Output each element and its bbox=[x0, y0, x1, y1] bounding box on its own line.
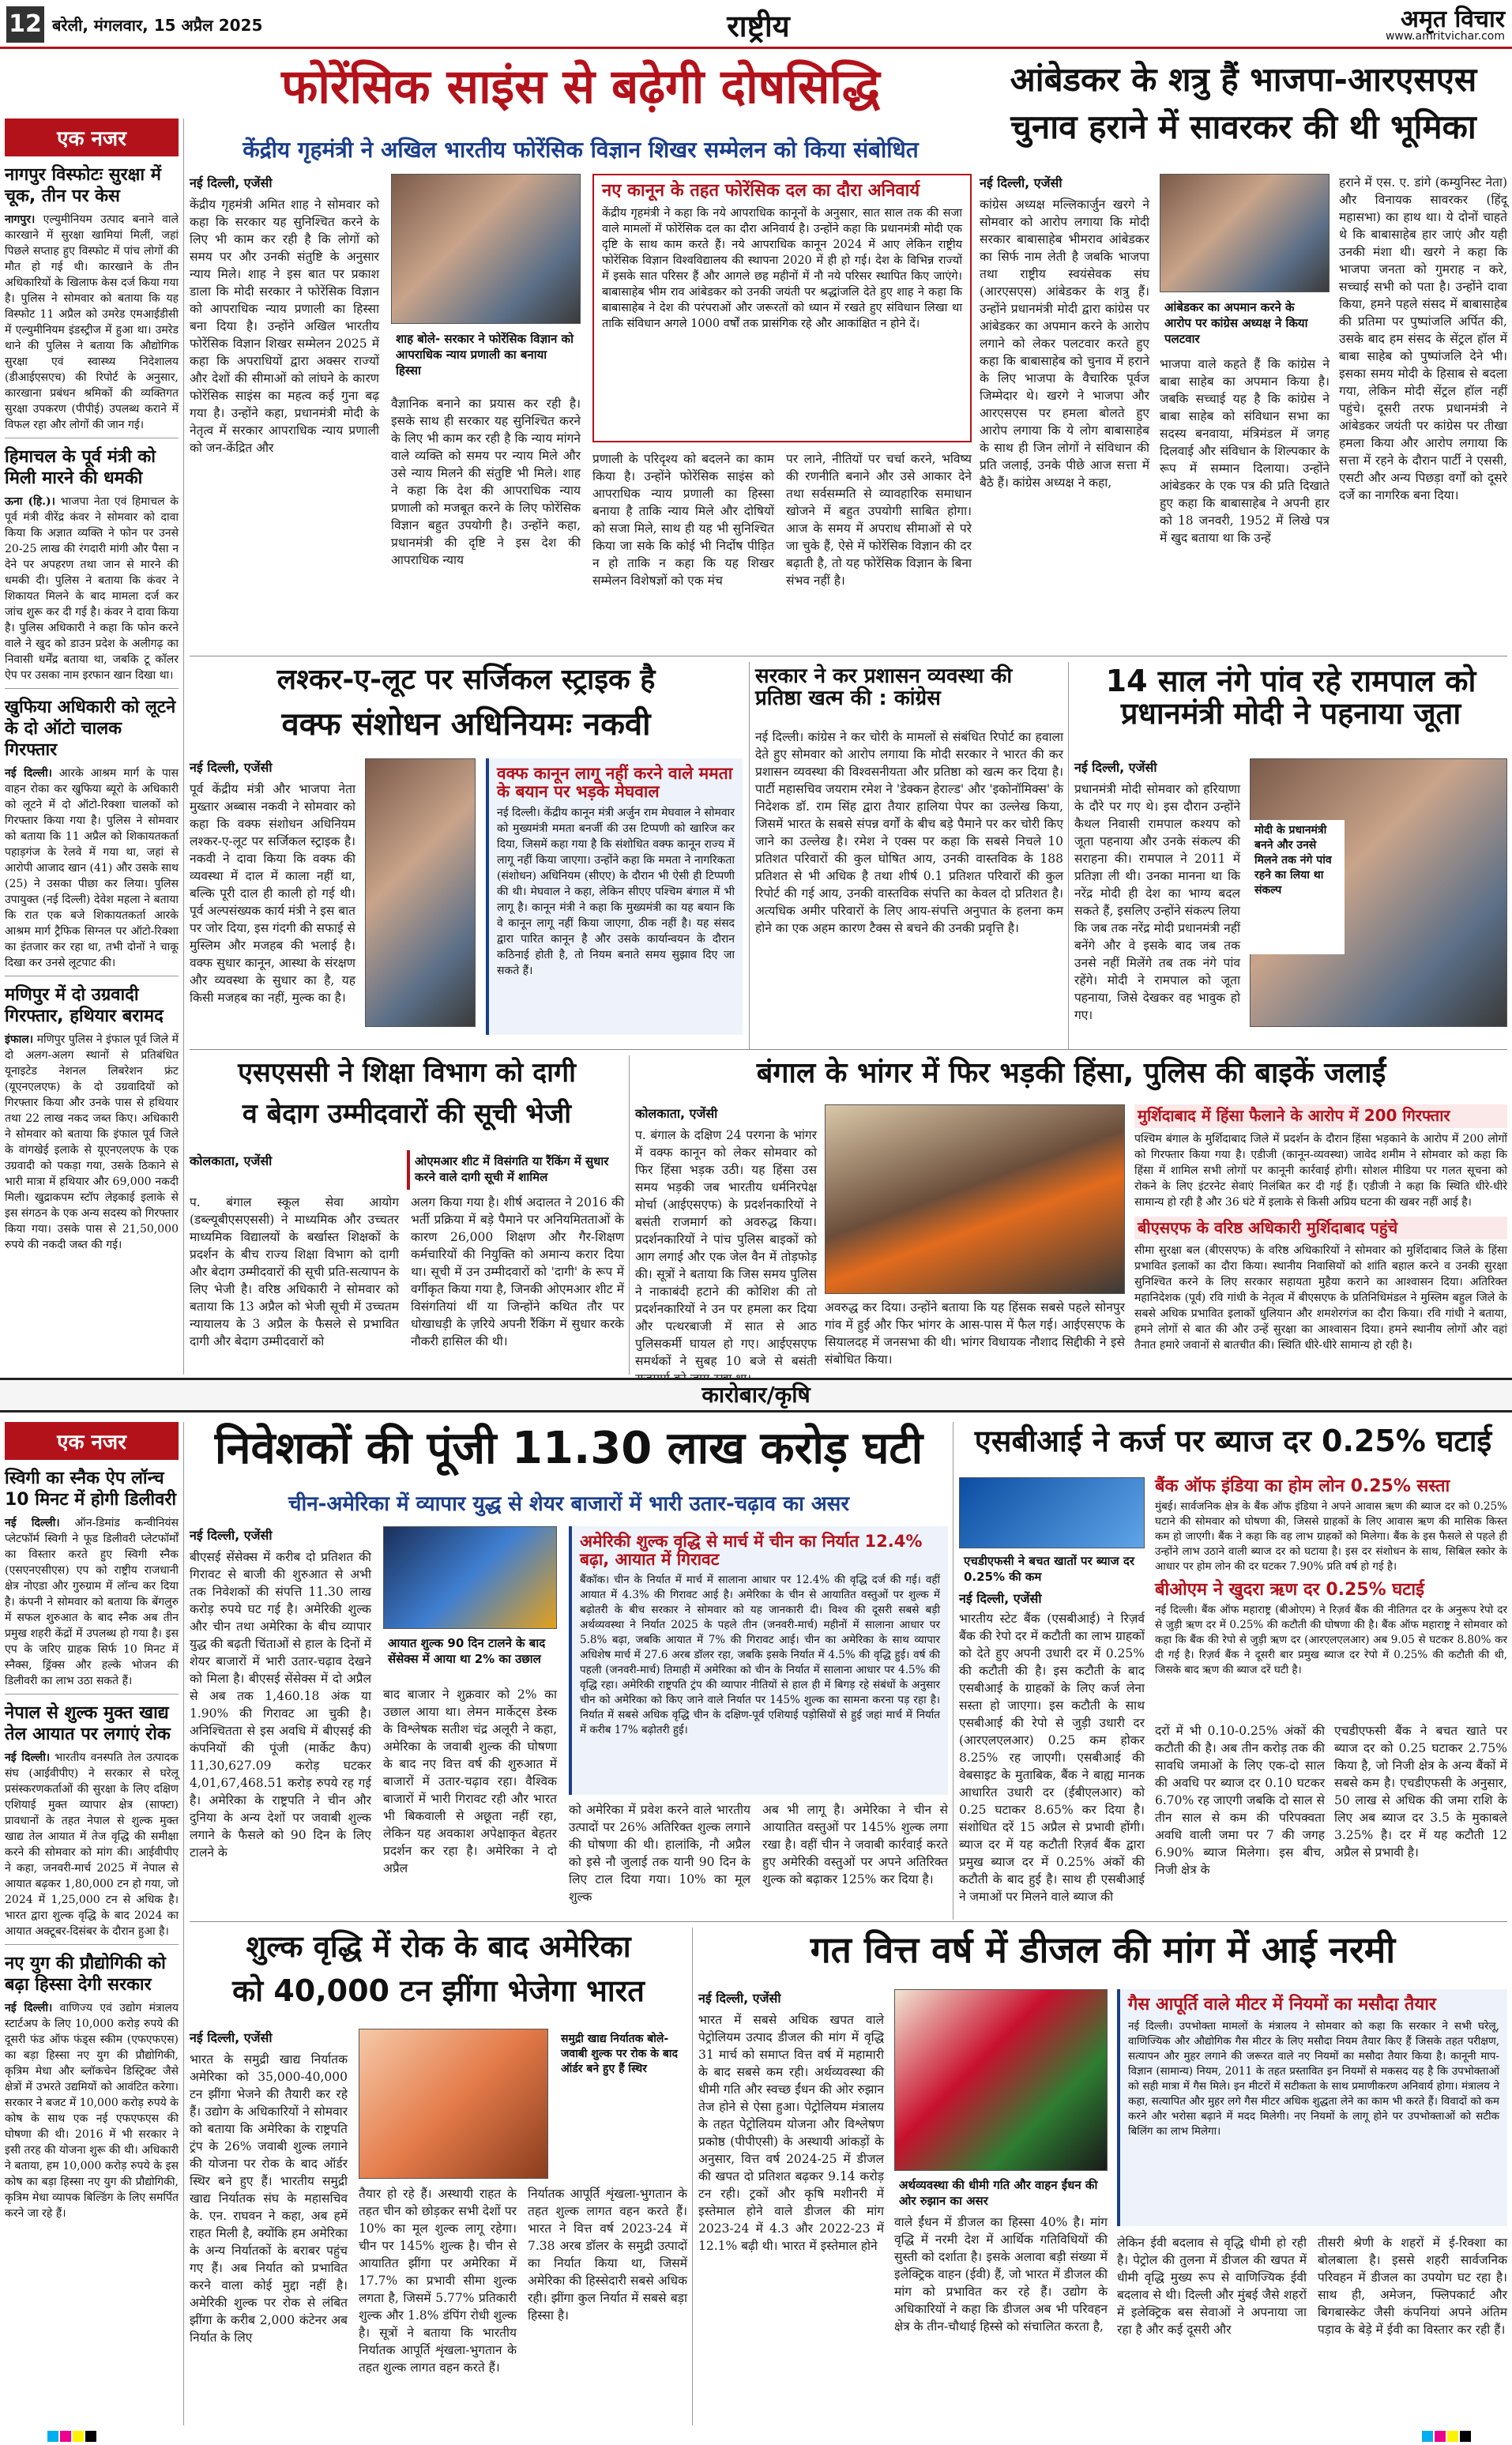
story-text-col: लेकिन ईवी बदलाव से वृद्धि धीमी हो रही है। पेट्रोल की तुलना में डीजल की खपत में धीमी वृद्धि मुख्य रूप से वाणिज्यिक ईवी बदलाव से थी। दिल्ली और मुंबई जैसे शहरों में इलेक्ट्रिक बस सेवाओं ने अपनाया जा रहा है और कई दूसरी और bbox=[1117, 2236, 1307, 2337]
brief-text: नई दिल्ली। भारतीय वनस्पति तेल उत्पादक संघ (आईवीपीए) ने सरकार से घरेलू प्रसंस्करणकर्ताओं की सुरक्षा के लिए दक्षिण एशियाई मुक्त व्यापार क्षेत्र (साफ्टा) प्रावधानों के तहत नेपाल से शुल्क मुक्त खाद्य तेल आयात में तेज वृद्धि की समीक्षा करने की सोमवार को मांग की। आईवीपीए ने कहा, जनवरी-मार्च 2025 में नेपाल से आयात बढ़कर 1,80,000 टन हो गया, जो 2024 में 1,25,000 टन से अधिक है। भारत द्वारा शुल्क वृद्धि के बाद 2024 का आयात अक्टूबर-दिसंबर के दौरान हुआ है। bbox=[5, 1751, 179, 1938]
brief-headline: नए युग की प्रौद्योगिकी को बढ़ा हिस्सा देगी सरकार bbox=[5, 1954, 166, 1995]
fuel-pump-photo bbox=[894, 1989, 1108, 2171]
story-text-col: प. बंगाल स्कूल सेवा आयोग (डब्ल्यूबीएसएससी) ने माध्यमिक और उच्चतर माध्यमिक विद्यालयों के बर्खास्त शिक्षकों के प्रदर्शन के बीच राज्य शिक्षा विभाग को दागी और बेदाग उम्मीदवारों की सूची प्रति-सत्यापन के लिए भेजी है। वरिष्ठ अधिकारी ने सोमवार को बताया कि 13 अप्रैल को भेजी सूची में उच्चतम न्यायालय के 3 अप्रैल के फैसले से प्रभावित दागी और बेदाग उम्मीदवारों को bbox=[190, 1195, 399, 1349]
dateline: कोलकाता, एजेंसी bbox=[635, 1106, 718, 1121]
brief-headline: खुफिया अधिकारी को लूटने के दो ऑटो चालक गिरफ्तार bbox=[5, 698, 176, 760]
masthead bbox=[0, 0, 1512, 49]
brief-item bbox=[5, 1468, 179, 1689]
story-text-col: को अमेरिका में प्रवेश करने वाले भारतीय उत्पादों पर 26% अतिरिक्त शुल्क लगाने की घोषणा की थी। हालांकि, नौ अप्रैल को इसे नौ जुलाई तक यानी 90 दिन के लिए टाल दिया गया। 10% का मूल शुल्क bbox=[569, 1803, 750, 1904]
story-text-col: प्रणाली के परिदृश्य को बदलने का काम किया है। उन्होंने फोरेंसिक साइंस को आपराधिक न्याय प्रणाली का हिस्सा बनाया है ताकि न्याय मिले और दोषियों को सजा मिले, साथ ही यह भी सुनिश्चित किया जा सके कि कोई भी निर्दोष पीड़ित न हो ताकि न कहा कि यह शिखर सम्मेलन विशेषज्ञों को एक मंच bbox=[592, 452, 774, 588]
related-box bbox=[486, 758, 743, 1035]
column-divider bbox=[183, 118, 184, 1375]
box-text: मुंबई। सार्वजनिक क्षेत्र के बैंक ऑफ इंडिया ने अपने आवास ऋण की ब्याज दर को 0.25% घटाने की सोमवार को घोषणा की, जिससे ग्राहकों के लिए आवास ऋण की मासिक किस्त कम हो जाएगी। बैंक ने कहा कि वह लाभ ग्राहकों को मिलेगा। बैंक के इस फैसले से पहले ही उन्होंने लाभ उठाने वाली ब्याज दर को घटाया है। इस दर संशोधन के साथ, सिबिल स्कोर के आधार पर होम लोन की दर घटकर 7.90% प्रति वर्ष हो गई है। bbox=[1155, 1499, 1507, 1573]
brief-text: ऊना (हि.)। भाजपा नेता एवं हिमाचल के पूर्व मंत्री वीरेंद्र कंवर ने सोमवार को दावा किया कि अज्ञात व्यक्ति ने फोन पर उनसे 20-25 लाख की रंगदारी मांगी और पैसा न देने पर अपहरण तथा जान से मारने की धमकी दी। पुलिस ने बताया कि कंवर ने शिकायत मिलने के बाद मामला दर्ज कर जांच शुरू कर दी गई है। कंवर ने दावा किया है। पुलिस अधिकारी ने कहा कि फोन करने वाले ने खुद को डाउन प्रदेश के अलीगढ़ का निवासी धर्मेंद्र बताया था, जबकि टू कॉलर ऐप पर उसका नाम इरफान खान दिखा था। bbox=[5, 495, 179, 682]
story-text-col: निर्यातक आपूर्ति शृंखला-भुगतान के तहत शुल्क लागत वहन करते हैं। भारत ने वित्त वर्ष 2023-24 में 7.38 अरब डॉलर के समुद्री उत्पादों का निर्यात किया था, जिसमें अमेरिका की हिस्सेदारी सबसे अधिक रही। झींगा कुल निर्यात में सबसे बड़ा हिस्सा है। bbox=[528, 2187, 687, 2323]
bank-boxes bbox=[1155, 1477, 1507, 1714]
box-headline: बीएसएफ के वरिष्ठ अधिकारी मुर्शिदाबाद पहुंचे bbox=[1134, 1217, 1507, 1240]
story-text-col: अलग किया गया है। शीर्ष अदालत ने 2016 की भर्ती प्रक्रिया में बड़े पैमाने पर अनियमितताओं के कारण 26,000 शिक्षण और गैर-शिक्षण कर्मचारियों की नियुक्ति को अमान्य करार दिया था। सूची में उन उम्मीदवारों को 'दागी' के रूप में वर्गीकृत किया गया है, जिनकी ओएमआर शीट में विसंगतियां थीं या जिन्होंने कथित तौर पर धोखाधड़ी के ज़रिये अपनी रैंकिंग में सुधार करके नौकरी हासिल की थी। bbox=[411, 1195, 624, 1349]
related-box bbox=[592, 174, 972, 442]
story-text: पूर्व केंद्रीय मंत्री और भाजपा नेता मुख्तार अब्बास नकवी ने सोमवार को कहा कि वक्फ संशोधन अधिनियम लश्कर-ए-लूट पर सर्जिकल स्ट्राइक है। नकवी ने दावा किया कि वक्फ की व्यवस्था में दाल में काला नहीं था, बल्कि पूरी दाल ही काली हो गई थी। पूर्व अल्पसंख्यक कार्य मंत्री ने इस बात पर जोर दिया, इस गंदगी की सफाई से मुस्लिम और मजहब की भलाई है। वक्फ सुधार कानून, आस्था के संरक्षण और व्यवस्था के सुधार का है, यह किसी मजहब का नहीं, मुल्क का है। bbox=[190, 782, 355, 1005]
dateline: नई दिल्ली, एजेंसी bbox=[980, 175, 1063, 190]
story-ssc bbox=[190, 1055, 624, 1375]
dateline: कोलकाता, एजेंसी bbox=[190, 1153, 273, 1168]
page-number: 12 bbox=[6, 6, 44, 43]
box-text: पश्चिम बंगाल के मुर्शिदाबाद जिले में प्रदर्शन के दौरान हिंसा भड़काने के आरोप में 200 लोगों को गिरफ्तार किया गया है। एडीजी (कानून-व्यवस्था) जावेद शमीम ने सोमवार को कहा कि हिंसा में शामिल सभी लोगों पर कानूनी कार्रवाई होगी। सोशल मीडिया पर गलत सूचना को रोकने के लिए इंटरनेट सेवाएं निलंबित कर दी गई हैं। एडीजी ने कहा कि स्थिति धीरे-धीरे सामान्य हो रही है और 36 घंटे में इलाके से किसी अप्रिय घटना की खबर नहीं आई है। bbox=[1134, 1132, 1507, 1209]
story-investors bbox=[190, 1422, 948, 1920]
amit-shah-photo bbox=[391, 174, 581, 324]
story-text-col: तैयार हो रहे हैं। अस्थायी राहत के तहत चीन को छोड़कर सभी देशों पर 10% का मूल शुल्क लागू रहेगा। चीन पर 145% शुल्क है। चीन से आयातित झींगा पर अमेरिका में 17.7% का प्रभावी सीमा शुल्क लगता है, जिसमें 5.77% प्रतिकारी शुल्क और 1.8% डंपिंग रोधी शुल्क है। सूत्रों ने बताया कि भारतीय निर्यातक आपूर्ति शृंखला-भुगतान के तहत शुल्क लागत वहन करते हैं। bbox=[359, 2187, 517, 2375]
photo-caption: एचडीएफसी ने बचत खातों पर ब्याज दर 0.25% की कम bbox=[959, 1550, 1145, 1586]
brief-headline: हिमाचल के पूर्व मंत्री को मिली मारने की धमकी bbox=[5, 447, 156, 488]
column-divider bbox=[692, 1928, 693, 2425]
story-text-col: कांग्रेस अध्यक्ष मल्लिकार्जुन खरगे ने सोमवार को आरोप लगाया कि मोदी सरकार बाबासाहेब भीमराव आंबेडकर का सिर्फ नाम लेती है जबकि भाजपा तथा राष्ट्रीय स्वयंसेवक संघ (आरएसएस) आंबेडकर के शत्रु हैं। उन्होंने प्रधानमंत्री मोदी द्वारा कांग्रेस पर आंबेडकर का अपमान करने के आरोप लगाने को लेकर पलटवार करते हुए कहा कि बाबासाहेब को चुनाव में हराने के लिए भाजपा के वैचारिक पूर्वज जिम्मेदार थे। खरगे ने भाजपा और आरएसएस पर हमला बोलते हुए आरोप लगाया कि ये लोग बाबासाहेब के साथ ही जिन लोगों ने संविधान की प्रति जलाई, उनके पीछे आज सत्ता में बैठे हैं। कांग्रेस अध्यक्ष ने कहा, bbox=[980, 197, 1149, 490]
headline: व बेदाग उम्मीदवारों की सूची भेजी bbox=[242, 1098, 572, 1130]
box-text: नई दिल्ली। उपभोक्ता मामलों के मंत्रालय ने सोमवार को कहा कि सरकार ने सभी घरेलू, वाणिज्यिक और औद्योगिक गैस मीटर के लिए मसौदा नियम तैयार किए हैं जिसके तहत परीक्षण, सत्यापन और मुहर लगाने की जरूरत वाले नए नियमों का मसौदा तैयार किया है। कानूनी माप-विज्ञान (सामान्य) नियम, 2011 के तहत प्रस्तावित इन नियमों से मकसद यह है कि उपभोक्ताओं को सही मात्रा में गैस मिले। इन मीटरों में सटीकता के साथ प्रमाणीकरण अनिवार्य होगा। मंत्रालय ने कहा, सत्यापित और मुहर लगे गैस मीटर अधिक शुद्धता लेने का काम भी करते हैं। विवादों को कम करने और भरोसा बढ़ाने में मदद मिलेगी। नए नियमों के लागू होने पर उपभोक्ताओं को सटीक बिलिंग का लाभ मिलेगा। bbox=[1128, 2019, 1499, 2138]
box-headline: बैंक ऑफ इंडिया का होम लोन 0.25% सस्ता bbox=[1155, 1476, 1450, 1496]
box-headline: बीओएम ने खुदरा ऋण दर 0.25% घटाई bbox=[1155, 1579, 1424, 1600]
photo-caption: शाह बोले- सरकार ने फोरेंसिक विज्ञान को आपराधिक न्याय प्रणाली का बनाया हिस्सा bbox=[391, 328, 581, 391]
headline: एसएससी ने शिक्षा विभाग को दागी bbox=[238, 1057, 576, 1089]
photo-caption: मोदी के प्रधानमंत्री बनने और उनसे मिलने तक नंगे पांव रहने का लिया था संकल्प bbox=[1250, 820, 1345, 954]
brief-item bbox=[5, 976, 179, 1253]
column-divider bbox=[629, 1055, 630, 1375]
box-text: नई दिल्ली। बैंक ऑफ महाराष्ट्र (बीओएम) ने रिज़र्व बैंक की नीतिगत दर के अनुरूप रेपो दर से जुड़ी ऋण दर में 0.25% की कटौती की घोषणा की है। बैंक ऑफ महाराष्ट्र ने सोमवार को कहा कि बैंक की रेपो से जुड़ी ऋण दर (आरएलएलआर) अब 9.05 से घटकर 8.80% कर दी गई है। रिज़र्व बैंक ने दूसरी बार प्रमुख ब्याज दर रेपो में 0.25% की कटौती की थी, जिसके बाद ऋण की ब्याज दरें घटी है। bbox=[1155, 1603, 1507, 1676]
headline: गत वित्त वर्ष में डीजल की मांग में आई नरमी bbox=[810, 1928, 1396, 1971]
column-divider bbox=[749, 662, 750, 1049]
story-ambedkar bbox=[980, 55, 1507, 656]
dateline: नई दिल्ली, एजेंसी bbox=[190, 1528, 273, 1543]
paper-logo: अमृत विचार bbox=[1401, 6, 1505, 33]
horizontal-rule bbox=[190, 1921, 1507, 1922]
ek-nazar-column bbox=[5, 118, 179, 1375]
story-text-col: बीएसई सेंसेक्स में करीब दो प्रतिशत की गिरावट से बाजी की शुरुआत से अभी तक निवेशकों की संपत्ति 11.30 लाख करोड़ रुपये घट गई है। अमेरिकी शुल्क और चीन तथा अमेरिका के बीच व्यापार युद्ध की बढ़ती चिंताओं से हाल के दिनों में शेयर बाजारों में भारी उतार-चढ़ाव देखने को मिला है। बीएसई सेंसेक्स में दो अप्रैल से अब तक 1,460.18 अंक या 1.90% की गिरावट आ चुकी है। अनिश्चितता से इस अवधि में बीएसई की कंपनियों की पूंजी (मार्केट कैप) 11,30,627.09 करोड़ घटकर 4,01,67,468.51 करोड़ रुपये रह गई है। अमेरिका के राष्ट्रपति ने चीन और दुनिया के अन्य देशों पर जवाबी शुल्क लगाने के फैसले को 90 दिन के लिए टालने के bbox=[190, 1550, 371, 1860]
section-title: राष्ट्रीय bbox=[727, 9, 790, 43]
box-text: सीमा सुरक्षा बल (बीएसएफ) के वरिष्ठ अधिकारियों ने सोमवार को मुर्शिदाबाद जिले के हिंसा प्रभावित इलाकों का दौरा किया। स्थानीय निवासियों को शांति बहाल करने व उनकी सुरक्षा सुनिश्चित करने के लिए सरकार सहायता मुहैया कराने का आश्वासन दिया। अतिरिक्त महानिदेशक (पूर्व) रवि गांधी के नेतृत्व में बीएसएफ के प्रतिनिधिमंडल ने मुस्लिम बहुल जिले के सबसे अधिक प्रभावित इलाकों धुलियान और शमशेरगंज का दौरा किया। रवि गांधी ने बताया, हमने लोगों से बात की और उन्हें सुरक्षा का आश्वासन दिया। हमने स्थानीय लोगों और वहां तैनात हमारे जवानों से बातचीत की। स्थिति धीरे-धीरे सामान्य हो रही है। bbox=[1134, 1244, 1507, 1352]
dateline: नई दिल्ली, एजेंसी bbox=[190, 2030, 273, 2045]
box-text: केंद्रीय गृहमंत्री ने कहा कि नये आपराधिक कानूनों के अनुसार, सात साल तक की सजा वाले मामलों में फोरेंसिक दल का दौरा अनिवार्य है। उन्होंने कहा कि प्रधानमंत्री मोदी एक दृष्टि के साथ काम करते हैं। नये आपराधिक कानून 2024 में आए लेकिन राष्ट्रीय फोरेंसिक विज्ञान विश्वविद्यालय की स्थापना 2020 में ही हो गई। देश के विभिन्न राज्यों में इसके सात परिसर हैं और आगले छह महीनों में नौ नये परिसर स्थापित किए जाएंगे। बाबासाहेब भीम राव आंबेडकर को उनकी जयंती पर श्रद्धांजलि देते हुए शाह ने कहा कि बाबासाहेब ने देश की परंपराओं और जरूरतों को ध्यान में रखते हुए संविधान लिखा था ताकि संविधान अगले 1000 वर्षों तक प्रासंगिक रहे और आकांक्षित न होने दें। bbox=[602, 206, 962, 330]
story-text-col: वैज्ञानिक बनाने का प्रयास कर रही है। इसके साथ ही सरकार यह सुनिश्चित करने के लिए भी काम कर रही है कि न्याय मांगने वाले व्यक्ति को समय पर न्याय मिले और उसे न्याय मिलने की संतुष्टि भी मिले। शाह ने कहा कि देश की आपराधिक न्याय प्रणाली को मजबूत करने के लिए फोरेंसिक विज्ञान बहुत उपयोगी है। उन्होंने कहा, प्रधानमंत्री की दृष्टि ने इस देश की आपराधिक न्याय bbox=[391, 397, 581, 567]
related-box bbox=[569, 1526, 948, 1795]
story-text-col: एचडीएफसी बैंक ने बचत खाते पर ब्याज दर को 0.25 घटाकर 2.75% किया है, जो निजी क्षेत्र के अन्य बैंकों में सबसे कम है। एचडीएफसी के अनुसार, 50 लाख से अधिक की जमा राशि के लिए अब ब्याज दर 3.5 के मुकाबले 3.25% है। दर में यह कटौती 12 अप्रैल से प्रभावी है। bbox=[1334, 1724, 1507, 1860]
brief-item bbox=[5, 438, 179, 683]
story-text-col: भारत के समुद्री खाद्य निर्यातक अमेरिका को 35,000-40,000 टन झींगा भेजने की तैयारी कर रहे हैं। उद्योग के अधिकारियों ने सोमवार को बताया कि अमेरिका के राष्ट्रपति ट्रंप के 26% जवाबी शुल्क लगाने की योजना पर रोक के बाद ऑर्डर स्थिर बने हुए हैं। भारतीय समुद्री खाद्य निर्यातक संघ के महासचिव के. एन. राघवन ने कहा, अब हमें राहत मिली है, क्योंकि हम अमेरिका के अन्य निर्यातकों के बराबर पहुंच गए हैं। अब निर्यात को प्रभावित करने वाला कोई मुद्दा नहीं है। अमेरिकी शुल्क पर रोक से लंबित झींगा के करीब 2,000 कंटेनर अब निर्यात के लिए bbox=[190, 2052, 348, 2345]
story-text: नई दिल्ली। कांग्रेस ने कर चोरी के मामलों से संबंधित रिपोर्ट का हवाला देते हुए सोमवार को आरोप लगाया कि मोदी सरकार ने भारत की कर प्रशासन व्यवस्था की विश्वसनीयता और प्रतिष्ठा को खत्म कर दिया है। पार्टी महासचिव जयराम रमेश ने 'डेक्कन हेराल्ड' और 'इकोनॉमिक्स' के निदेशक डॉ. राम सिंह द्वारा तैयार हालिया पेपर का उल्लेख किया, जिसमें भारत के सबसे संपन्न वर्गों के बीच बड़े पैमाने पर कर चोरी किए जाने का उल्लेख है। रमेश ने एक्स पर कहा कि सबसे निचले 10 प्रतिशत परिवारों की कुल घोषित आय, उनकी वास्तविक के 188 प्रतिशत से भी अधिक है तथा शीर्ष 0.1 प्रतिशत परिवारों की कुल रिपोर्ट की गई आय, उनकी वास्तविक संपत्ति का केवल दो प्रतिशत है। अत्यधिक अमीर परिवारों के लिए आय-संपत्ति अनुपात के हलना कम होने का एक अहम कारण टैक्स से बचने की उनकी प्रवृत्ति है। bbox=[755, 730, 1063, 935]
box-headline: नए कानून के तहत फोरेंसिक दल का दौरा अनिवार्य bbox=[602, 181, 920, 201]
ek-nazar-tag: एक नजर bbox=[5, 118, 179, 156]
story-diesel bbox=[698, 1928, 1507, 2425]
violence-photo bbox=[825, 1104, 1125, 1294]
ek-nazar-tag: एक नजर bbox=[5, 1422, 179, 1460]
dateline: नई दिल्ली, एजेंसी bbox=[190, 175, 273, 190]
headline: सरकार ने कर प्रशासन व्यवस्था की प्रतिष्ठा खत्म की : कांग्रेस bbox=[755, 664, 1013, 711]
city-date: बरेली, मंगलवार, 15 अप्रैल 2025 bbox=[52, 16, 263, 35]
story-congress-tax bbox=[755, 662, 1063, 1049]
subheadline: चीन-अमेरिका में व्यापार युद्ध से शेयर बाजारों में भारी उतार-चढ़ाव का असर bbox=[288, 1492, 849, 1516]
horizontal-rule bbox=[190, 1049, 1507, 1050]
brief-text: नई दिल्ली। वाणिज्य एवं उद्योग मंत्रालय स्टार्टअप के लिए 10,000 करोड़ रुपये की दूसरी फंड ऑफ फंड्स स्कीम (एफएफएस) का बड़ा हिस्सा नए युग की प्रौद्योगिकी, कृत्रिम मेधा और ब्लॉकचेन डिस्ट्रिक्ट जैसे क्षेत्रों में उभरते उद्यमियों को आवंटित करेगा। सरकार ने बजट में 10,000 करोड़ रुपये के कोष के साथ एक नई एफएफएस की घोषणा की थी। 2016 में भी सरकार ने इसी तरह की योजना शुरू की थी। अधिकारी ने बताया, हम 10,000 करोड़ रुपये के इस कोष का बड़ा हिस्सा नए युग की प्रौद्योगिकी, कृत्रिम मेधा व्यापक बिल्डिंग के लिए समर्पित करने जा रहे हैं। bbox=[5, 2002, 179, 2220]
brief-text: इंफाल। मणिपुर पुलिस ने इंफाल पूर्व जिले में दो अलग-अलग स्थानों से प्रतिबंधित यूनाइटेड नेशनल लिबरेशन फ्रंट (यूएनएलएफ) के दो उग्रवादियों को गिरफ्तार किया और उनके पास से हथियार तथा 22 लाख नकद जब्त किए। अधिकारी ने सोमवार को बताया कि इंफाल पूर्व जिले के वांगखेई इलाके से यूएनएलएफ के एक उग्रवादी को पकड़ा गया, उसके ठिकाने से भारी मात्रा में हथियार और 69,000 नकदी मिली। खुद्राकपम स्टॉप लेइकाई इलाके से इस संगठन के एक अन्य सदस्य को गिरफ्तार किया गया। उसके पास से 21,50,000 रुपये की नकदी जब्त की गई। bbox=[5, 1033, 179, 1251]
dateline: नई दिल्ली, एजेंसी bbox=[190, 760, 273, 775]
headline: फोरेंसिक साइंस से बढ़ेगी दोषसिद्धि bbox=[281, 59, 880, 115]
column-divider bbox=[1068, 662, 1069, 1049]
shrimp-photo bbox=[359, 2029, 548, 2179]
brief-item bbox=[5, 1944, 179, 2221]
story-text-col: बाद बाजार ने शुक्रवार को 2% का उछाल आया था। लेमन मार्केट्स डेस्क के विश्लेषक सतीश चंद्र अलूरी ने कहा, अमेरिका के जवाबी शुल्क की घोषणा के बाद नए वित्त वर्ष की शुरुआत में बाजारों में उतार-चढ़ाव रहा। वैश्विक बाजारों में भारी गिरावट रही और भारत भी बिकवाली से अछूता नहीं रहा, लेकिन यह अवकाश अपेक्षाकृत बेहतर प्रदर्शन कर रहा है। अमेरिका ने दो अप्रैल bbox=[383, 1687, 557, 1875]
kicker-headline: लश्कर-ए-लूट पर सर्जिकल स्ट्राइक है bbox=[276, 664, 656, 696]
brief-headline: मणिपुर में दो उग्रवादी गिरफ्तार, हथियार बरामद bbox=[5, 985, 164, 1026]
dateline: नई दिल्ली, एजेंसी bbox=[959, 1591, 1042, 1606]
related-box bbox=[1117, 1989, 1507, 2226]
registration-marks bbox=[1422, 2431, 1471, 2442]
registration-marks bbox=[47, 2431, 96, 2442]
story-bhangar bbox=[635, 1055, 1507, 1375]
photo-caption: आंबेडकर का अपमान करने के आरोप पर कांग्रेस अध्यक्ष ने किया पलटवार bbox=[1160, 296, 1330, 352]
brief-headline: नेपाल से शुल्क मुक्त खाद्य तेल आयात पर लगाएं रोक bbox=[5, 1703, 171, 1744]
subheadline: केंद्रीय गृहमंत्री ने अखिल भारतीय फोरेंसिक विज्ञान शिखर सम्मेलन को किया संबोधित bbox=[243, 137, 919, 163]
box-headline: मुर्शिदाबाद में हिंसा फैलाने के आरोप में 200 गिरफ्तार bbox=[1134, 1104, 1507, 1128]
paper-website[interactable]: www.amritvichar.com bbox=[1385, 30, 1505, 43]
photo-caption: ओएमआर शीट में विसंगति या रैंकिंग में सुधार करने वाले दागी सूची में शामिल bbox=[407, 1150, 624, 1190]
story-text-col: पर लाने, नीतियों पर चर्चा करने, भविष्य की रणनीति बनाने और उसे आकार देने तथा सर्वसम्मति से व्यावहारिक समाधान खोजने में बहुत उपयोगी साबित होगा। आज के समय में अपराध सीमाओं से परे जा चुके हैं, ऐसे में फोरेंसिक विज्ञान की दर बढ़ाती है, तो यह फोरेंसिक विज्ञान के बिना संभव नहीं है। bbox=[786, 452, 972, 588]
brief-text: नई दिल्ली। ऑन-डिमांड कन्वीनियंस प्लेटफॉर्म स्विगी ने फूड डिलीवरी प्लेटफॉर्मों का विस्तार करते हुए स्विगी स्नैक (एसएनएसीएस) एप को राष्ट्रीय राजधानी क्षेत्र नोएडा और गुरुग्राम में लॉन्च कर दिया है। कंपनी ने सोमवार को बताया कि बेंगलुरु में सफल शुरुआत के बाद स्नैक अब तीन प्रमुख शहरी केंद्रों में उपलब्ध हो गया है। इस एप के जरिए ग्राहक सिर्फ 10 मिनट में स्नैक्स, ड्रिंक्स और हल्के भोजन की डिलीवरी का लाभ उठा सकते हैं। bbox=[5, 1517, 179, 1687]
headline: चुनाव हराने में सावरकर की थी भूमिका bbox=[1010, 107, 1476, 146]
headline: निवेशकों की पूंजी 11.30 लाख करोड़ घटी bbox=[214, 1423, 923, 1474]
sbi-photo bbox=[959, 1477, 1145, 1548]
murshidabad-box bbox=[1134, 1104, 1507, 1371]
box-text: नई दिल्ली। केंद्रीय कानून मंत्री अर्जुन राम मेघवाल ने सोमवार को मुख्यमंत्री ममता बनर्जी की उस टिप्पणी को खारिज कर दिया, जिसमें कहा गया है कि संशोधित वक्फ कानून राज्य में लागू नहीं किया जाएगा। उन्होंने कहा कि ममता ने नागरिकता (संशोधन) अधिनियम (सीएए) के दौरान भी ऐसी ही टिप्पणी की थी। मेघवाल ने कहा, लेकिन सीएए पश्चिम बंगाल में भी लागू है। कानून मंत्री ने कहा कि मुख्यमंत्री का यह बयान कि वे कानून लागू नहीं किया जाएगा, ठीक नहीं है। यह संसद द्वारा पारित कानून है और उसके कार्यान्वयन के दौरान कठिनाई होती है, तो नियम बनाते समय सुझाव दिए जा सकते हैं। bbox=[497, 807, 735, 978]
headline: वक्फ संशोधन अधिनियमः नकवी bbox=[281, 706, 651, 743]
brief-item bbox=[5, 164, 179, 433]
photo-caption: अर्थव्यवस्था की धीमी गति और वाहन ईंधन की ओर रुझान का असर bbox=[894, 2174, 1108, 2210]
brief-item bbox=[5, 1694, 179, 1939]
dateline: नई दिल्ली, एजेंसी bbox=[1074, 760, 1157, 775]
photo-caption: आयात शुल्क 90 दिन टालने के बाद सेंसेक्स में आया था 2% का उछाल bbox=[383, 1632, 557, 1683]
ek-nazar-column-business bbox=[5, 1422, 179, 2425]
story-text-col: भाजपा वाले कहते हैं कि कांग्रेस ने बाबा साहेब का अपमान किया है। जबकि सच्चाई यह है कि कांग्रेस ने बाबा साहेब को संविधान सभा का सदस्य बनवाया, मंत्रिमंडल में जगह दिलवाई और संविधान के शिल्पकार के रूप में सम्मान दिलाया। उन्होंने आंबेडकर के एक पत्र की प्रति दिखाते हुए कहा कि बाबासाहेब ने अपनी हार को 18 जनवरी, 1952 में लिखे पत्र में खुद बताया था कि उन्हें bbox=[1160, 357, 1330, 545]
naqvi-photo bbox=[365, 758, 476, 1027]
brief-item bbox=[5, 688, 179, 971]
story-sbi bbox=[959, 1422, 1507, 1920]
headline: को 40,000 टन झींगा भेजेगा भारत bbox=[232, 1973, 645, 2008]
photo-caption: समुद्री खाद्य निर्यातक बोले- जवाबी शुल्क पर रोक के बाद ऑर्डर बने हुए हैं स्थिर bbox=[556, 2029, 687, 2179]
brief-text: नई दिल्ली। आरके आश्रम मार्ग के पास वाहन रोका कर खुफिया ब्यूरो के अधिकारी को लूटने में दो ऑटो-रिक्शा चालकों को गिरफ्तार किया गया है। पुलिस ने सोमवार को बताया कि 11 अप्रैल को शिकायतकर्ता पहाड़गंज के रेलवे में गया था, जहां से आरोपी आजाद खान (41) और उसके साथ (25) ने उसका पीछा कर लिया। पुलिस उपायुक्त (नई दिल्ली) देवेश महला ने बताया कि रात एक बजे शिकायतकर्ता आरके आश्रम मार्ग ट्रैफिक सिग्नल पर ऑटो-रिक्शा का इंतजार कर रहा था, तभी दोनों ने चाकू दिखा कर उनसे लूटपाट की। bbox=[5, 767, 179, 969]
story-text-col: प. बंगाल के दक्षिण 24 परगना के भांगर में वक्फ कानून को लेकर सोमवार को फिर हिंसा भड़क उठी। यह हिंसा उस समय भड़की जब भारतीय धर्मनिरपेक्ष मोर्चा (आईएसएफ) के प्रदर्शनकारियों ने बसंती राजमार्ग को अवरुद्ध किया। प्रदर्शनकारियों ने पांच पुलिस बाइकों को आग लगाई और एक जेल वैन में तोड़फोड़ की। सूत्रों ने बताया कि जिस समय पुलिस ने नाकाबंदी हटाने की कोशिश की तो प्रदर्शनकारियों ने उन पर हमला कर दिया और पत्थरबाजी में सात से आठ पुलिसकर्मी घायल हो गए। आईएसएफ समर्थकों ने सुबह 10 बजे से बसंती bbox=[635, 1128, 817, 1368]
headline: एसबीआई ने कर्ज पर ब्याज दर 0.25% घटाई bbox=[974, 1424, 1492, 1458]
brief-headline: स्विगी का स्नैक ऐप लॉन्च 10 मिनट में होगी डिलीवरी bbox=[5, 1469, 177, 1510]
headline: आंबेडकर के शत्रु हैं भाजपा-आरएसएस bbox=[1010, 60, 1477, 99]
box-text: बैंकॉक। चीन के निर्यात में मार्च में सालाना आधार पर 12.4% की वृद्धि दर्ज की गई। वहीं आयात में 4.3% की गिरावट आई है। अमेरिका के चीन से आयातित वस्तुओं पर शुल्क में बढ़ोतरी के बीच सरकार ने सोमवार को यह जानकारी दी। विश्व की दूसरी सबसे बड़ी अर्थव्यवस्था ने निर्यात 2025 के पहले तीन (जनवरी-मार्च) महीनों में सालाना आधार पर 5.8% बढ़ा, जबकि आयात में 7% की गिरावट आई। चीन का अमेरिका के साथ व्यापार अधिशेष मार्च में 27.6 अरब डॉलर रहा, जबकि इसके निर्यात में 4.5% की वृद्धि हुई। वर्ष की पहली (जनवरी-मार्च) तिमाही में अमेरिका को चीन के निर्यात में सालाना आधार पर 4.5% की वृद्धि रहा। अमेरिकी राष्ट्रपति ट्रंप की व्यापार नीतियों से हाल ही में बिगड़ रहे संबंधों के अनुसार चीन को अमेरिका को किए जाने वाले निर्यात पर 145% शुल्क का सामना करना पड़ रहा है। निर्यात में सबसे अधिक वृद्धि चीन के दक्षिण-पूर्व एशियाई पड़ोसियों से हुई जहां मार्च में निर्यात में करीब 17% बढ़ोतरी हुई। bbox=[580, 1574, 940, 1737]
story-forensic bbox=[190, 55, 972, 656]
story-text: प्रधानमंत्री मोदी सोमवार को हरियाणा के दौरे पर गए थे। इस दौरान उन्होंने कैथल निवासी रामपाल कश्यप को जूता पहनाया और उनके संकल्प की सराहना की। रामपाल ने 2011 में प्रतिज्ञा ली थी। उनका मानना था कि नरेंद्र मोदी ही देश का भाग्य बदल सकते हैं, इसलिए उन्होंने संकल्प लिया कि जब तक नरेंद्र मोदी प्रधानमंत्री नहीं बनेंगे और वे इसके बाद जब तक उनसे नहीं मिलेंगे तब तक नंगे पांव रहेंगे। मोदी ने रामपाल को जूता पहनाया, जिसे देखकर वह भावुक हो गए। bbox=[1074, 782, 1240, 1022]
headline: शुल्क वृद्धि में रोक के बाद अमेरिका bbox=[246, 1929, 631, 1964]
story-text-col: वाले ईंधन में डीजल का हिस्सा 40% है। मांग वृद्धि में नरमी देश में आर्थिक गतिविधियों की सुस्ती को दर्शाता है। इसके अलावा बड़ी संख्या में इलेक्ट्रिक वाहन (ईवी) हैं, जो भारत में डीजल की मांग को प्रभावित कर रहे हैं। उद्योग के अधिकारियों ने कहा कि डीजल अब भी परिवहन क्षेत्र के तीन-चौथाई हिस्से को संचालित करता है, bbox=[894, 2215, 1108, 2334]
story-text-col: केंद्रीय गृहमंत्री अमित शाह ने सोमवार को कहा कि सरकार यह सुनिश्चित करने के लिए भी काम कर रही है कि लोगों को समय पर और उनकी संतुष्टि के अनुसार न्याय मिले। शाह ने इस बात पर प्रकाश डाला कि मोदी सरकार ने फोरेंसिक विज्ञान को आपराधिक न्याय प्रणाली का हिस्सा बना दिया है। उन्होंने अखिल भारतीय फोरेंसिक विज्ञान शिखर सम्मेलन 2025 में कहा कि अपराधियों द्वारा अक्सर राज्यों और देशों की सीमाओं को लांघने के कारण फोरेंसिक साइंस का महत्व कई गुना बढ़ गया है। उन्होंने कहा, प्रधानमंत्री मोदी के नेतृत्व में सरकार आपराधिक न्याय प्रणाली को जन-केंद्रित और bbox=[190, 197, 379, 455]
headline: 14 साल नंगे पांव रहे रामपाल को प्रधानमंत्री मोदी ने पहनाया जूता bbox=[1105, 664, 1476, 732]
story-naqvi bbox=[190, 662, 743, 1049]
box-headline: वक्फ कानून लागू नहीं करने वाले ममता के बयान पर भड़के मेघवाल bbox=[497, 764, 733, 801]
column-divider bbox=[183, 1422, 184, 2425]
story-text-col: हराने में एस. ए. डांगे (कम्युनिस्ट नेता) और विनायक सावरकर (हिंदू महासभा) का हाथ था। ये दोनों चाहते थे कि बाबासाहेब हार जाएं और यही उनकी मंशा थी। खरगे ने कहा कि भाजपा जनता को गुमराह न करे, सच्चाई सभी को पता है। उन्होंने दावा किया, हमने पहले संसद में बाबासाहेब की प्रतिमा पर पुष्पांजलि अर्पित की, उसके बाद हम संसद के सेंट्रल हॉल में बाबा साहेब को पुष्पांजलि देने भी। इसका समय मोदी के हिसाब से बदला गया, लेकिन मोदी सेंट्रल हॉल नहीं पहुंचे। दूसरी तरफ प्रधानमंत्री ने आंबेडकर जयंती पर कांग्रेस पर तीखा हमला किया और आरोप लगाया कि सत्ता में रहने के दौरान पार्टी ने एससी, एसटी और अन्य पिछड़ा वर्गों को दूसरे दर्जे का नागरिक बना दिया। bbox=[1339, 175, 1507, 502]
story-text-col: तीसरी श्रेणी के शहरों में ई-रिक्शा का बोलबाला है। इससे शहरी सार्वजनिक परिवहन में डीजल का उपयोग घट रहा है। साथ ही, अमेजन, फ्लिपकार्ट और बिगबास्केट जैसी कंपनियां अपने अंतिम पड़ाव के बेड़े में ईवी का विस्तार कर रही हैं। bbox=[1318, 2236, 1507, 2337]
story-text-col: भारत में सबसे अधिक खपत वाले पेट्रोलियम उत्पाद डीजल की मांग में वृद्धि 31 मार्च को समाप्त वित्त वर्ष में महामारी के बाद सबसे कम रही। अर्थव्यवस्था की धीमी गति और स्वच्छ ईंधन की ओर रुझान तेज होने से ऐसा हुआ। पेट्रोलियम मंत्रालय के तहत पेट्रोलियम योजना और विश्लेषण प्रकोष्ठ (पीपीएसी) के अस्थायी आंकड़ों के अनुसार, वित्त वर्ष 2024-25 में डीजल की खपत दो प्रतिशत बढ़कर 9.14 करोड़ टन रही। ट्रकों और कृषि मशीनरी में इस्तेमाल होने वाले डीजल की मांग 2023-24 में 4.3 और 2022-23 में 12.1% बढ़ी थी। भारत में इस्तेमाल होने bbox=[698, 2013, 884, 2253]
brief-headline: नागपुर विस्फोटः सुरक्षा में चूक, तीन पर केस bbox=[5, 165, 161, 206]
story-text-col: दरों में भी 0.10-0.25% अंकों की कटौती की है। अब तीन करोड़ तक की सावधि जमाओं के लिए एक-दो साल की अवधि पर ब्याज दर 0.10 घटकर 6.70% रह जाएगी जबकि दो साल से तीन साल से कम की परिपक्वता अवधि वाली जमा पर 7 की जगह 6.90% ब्याज मिलेगा। इस बीच, निजी क्षेत्र के bbox=[1155, 1724, 1325, 1877]
story-text-col: अवरुद्ध कर दिया। उन्होंने बताया कि यह हिंसक सबसे पहले सोनपुर गांव में हुई और फिर भांगर के आस-पास में फैल गई। आईएसएफ के सियालदह में जनसभा की थी। भांगर विधायक नौशाद सिद्दीकी ने इसे संबोधित किया। bbox=[825, 1300, 1125, 1367]
section-bar-business: कारोबार/कृषि bbox=[0, 1378, 1512, 1412]
headline: बंगाल के भांगर में फिर भड़की हिंसा, पुलिस की बाइकें जलाईं bbox=[756, 1057, 1386, 1089]
brief-text: नागपुर। एल्युमीनियम उत्पाद बनाने वाले कारखाने में सुरक्षा खामियां मिलीं, जहां पिछले सप्ताह हुए विस्फोट में पांच लोगों की मौत हो गई थी। कारखाने के तीन अधिकारियों के खिलाफ केस दर्ज किया गया है। पुलिस ने सोमवार को बताया कि यह विस्फोट 11 अप्रैल को उमरेड एमआईडीसी में एल्युमीनियम इंडस्ट्रीज में हुआ था। उमरेड थाने की पुलिस ने बताया कि औद्योगिक सुरक्षा एवं स्वास्थ्य निदेशालय (डीआईएसएच) की रिपोर्ट के अनुसार, कारखाना प्रबंधन श्रमिकों की व्यक्तिगत सुरक्षा उपकरण (पीपीई) उपलब्ध कराने में विफल रहा और लोगों की जान गई। bbox=[5, 213, 179, 431]
story-text-col: भारतीय स्टेट बैंक (एसबीआई) ने रिज़र्व बैंक की रेपो दर में कटौती का लाभ ग्राहकों को देते हुए अपनी उधारी दर में 0.25% की कटौती की है। इस कटौती के बाद एसबीआई के ग्राहकों के लिए कर्ज लेना सस्ता हो जाएगा। इस कटौती के साथ एसबीआई की रेपो से जुड़ी उधारी दर (आरएलएलआर) 0.25 कम होकर 8.25% रह जाएगी। एसबीआई की वेबसाइट के मुताबिक, बैंक ने बाह्य मानक आधारित उधारी दर (ईबीएलआर) को 0.25 घटाकर 8.65% कर दिया है। संशोधित दरें 15 अप्रैल से प्रभावी होंगी। ब्याज दर में यह कटौती रिज़र्व बैंक द्वारा प्रमुख ब्याज दर में 0.25% अंकों की कटौती के बाद हुई है। साथ ही एसबीआई ने जमाओं पर मिलने वाले ब्याज की bbox=[959, 1612, 1145, 1904]
dateline: नई दिल्ली, एजेंसी bbox=[698, 1991, 781, 2006]
box-headline: गैस आपूर्ति वाले मीटर में नियमों का मसौदा तैयार bbox=[1128, 1995, 1436, 2014]
story-shrimp bbox=[190, 1928, 687, 2425]
story-text-col: अब भी लागू है। अमेरिका ने चीन से आयातित वस्तुओं पर 145% शुल्क लगा रखा है। वहीं चीन ने जवाबी कार्रवाई करते हुए अमेरिकी वस्तुओं पर अपने अतिरिक्त शुल्क को बढ़ाकर 125% कर दिया है। bbox=[762, 1803, 948, 1886]
story-rampal bbox=[1074, 662, 1507, 1049]
box-headline: अमेरिकी शुल्क वृद्धि से मार्च में चीन का निर्यात 12.4% बढ़ा, आयात में गिरावट bbox=[580, 1532, 923, 1569]
kharge-photo bbox=[1160, 174, 1330, 292]
stock-market-photo bbox=[383, 1526, 557, 1629]
